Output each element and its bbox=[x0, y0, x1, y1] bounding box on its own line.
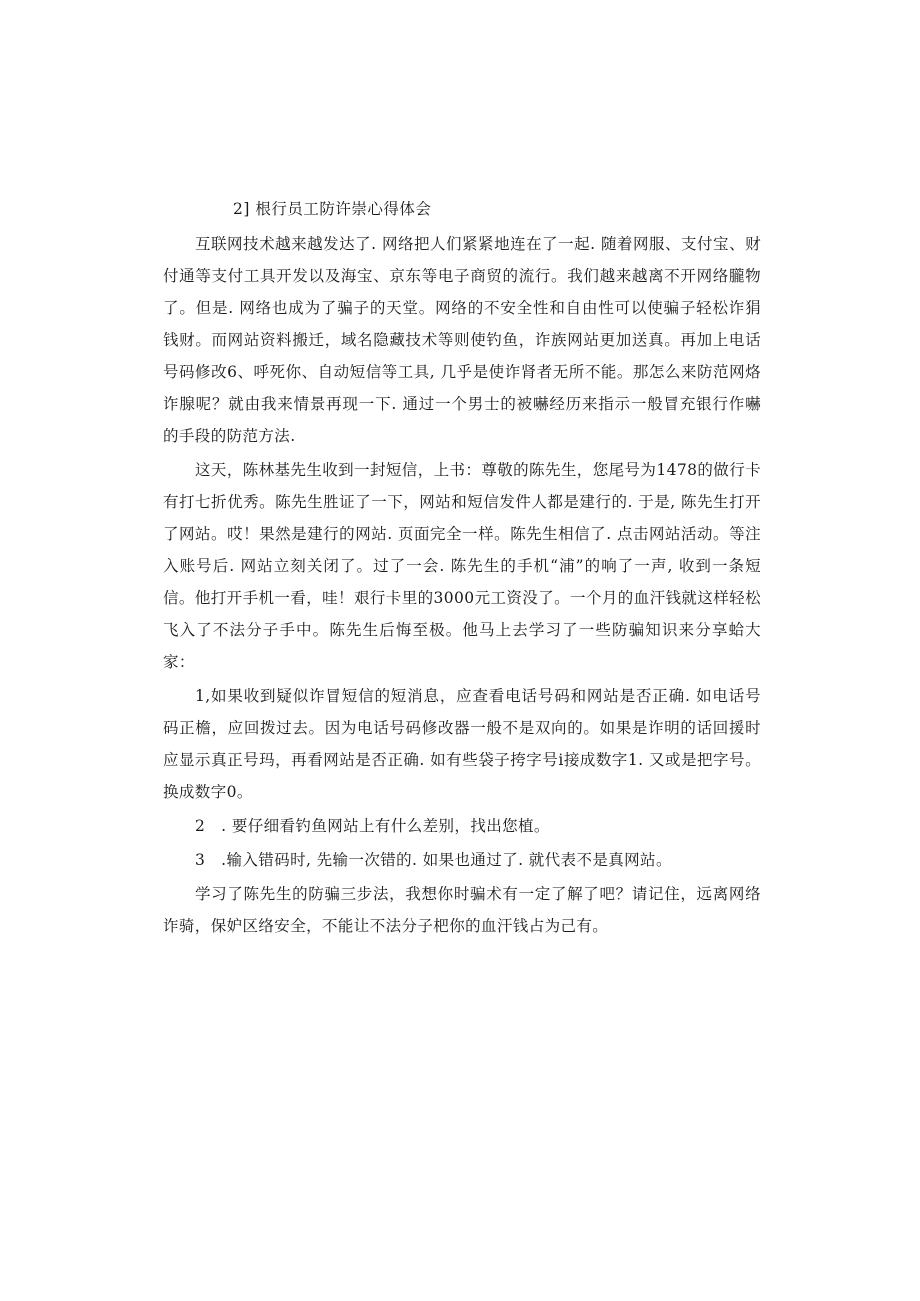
document-title: 2] 根行员工防许崇心得体会 bbox=[233, 200, 432, 218]
tip-item-3: 3 .输入错码时, 先输一次错的. 如果也通过了. 就代表不是真网站。 bbox=[195, 851, 672, 869]
document-body bbox=[163, 196, 761, 944]
intro-paragraph: 互联网技术越来越发达了. 网络把人们紧紧地连在了一起. 随着网服、支付宝、财付通等支付工具开发以及海宝、京东等电子商贸的流行。我们越来越离不开网络朧物了。但是. 网络也成为了骗子的天堂。网络的不安全性和自由性可以使骗子轻松诈狷钱财。而网站资料搬迁，域名隐藏技术等则使钓鱼，诈族网站更加送真。再加上电话号码修改6、呼死你、自动短信等工具, 几乎是使诈肾者无所不能。那怎么来防范网烙诈腺呢？就由我来情景再现一下. 通过一个男士的被嚇经历来指示一般冒充银行作嚇的手段的防范方法. bbox=[163, 235, 761, 445]
tip-item-2: 2 . 要仔细看钓鱼网站上有什么差别，找出您植。 bbox=[195, 817, 550, 835]
story-paragraph: 这天，陈林基先生收到一封短信，上书：尊敬的陈先生，您尾号为1478的做行卡有打七折优秀。陈先生胜证了一下，网站和短信发件人都是建行的. 于是, 陈先生打开了网站。哎！果然是建行的网站. 页面完全一样。陈先生相信了. 点击网站活动。等注入账号后. 网站立刻关闭了。过了一会. 陈先生的手机“浦”的响了一声, 收到一条短信。他打开手机一看，哇！艰行卡里的3000元工资没了。一个月的血汗钱就这样轻松飞入了不法分子手中。陈先生后悔至极。他马上去学习了一些防骗知识来分享蛤大家： bbox=[163, 461, 761, 671]
closing-paragraph: 学习了陈先生的防骗三步法，我想你时骗术有一定了解了吧？请记住，远离网络诈骑，保妒区络安全，不能让不法分子杷你的血汗钱占为己有。 bbox=[163, 885, 761, 935]
tip-item-1: 1,如果收到疑似诈冒短信的短消息，应查看电话号码和网站是否正确. 如电话号码正檐，应回拨过去。因为电话号码修改器一般不是双向的。如果是诈明的话回援时应显示真正号玛，再看网站是否正确. 如有些袋子挎字号i接成数字1. 又或是把字号。换成数字0。 bbox=[163, 687, 761, 801]
